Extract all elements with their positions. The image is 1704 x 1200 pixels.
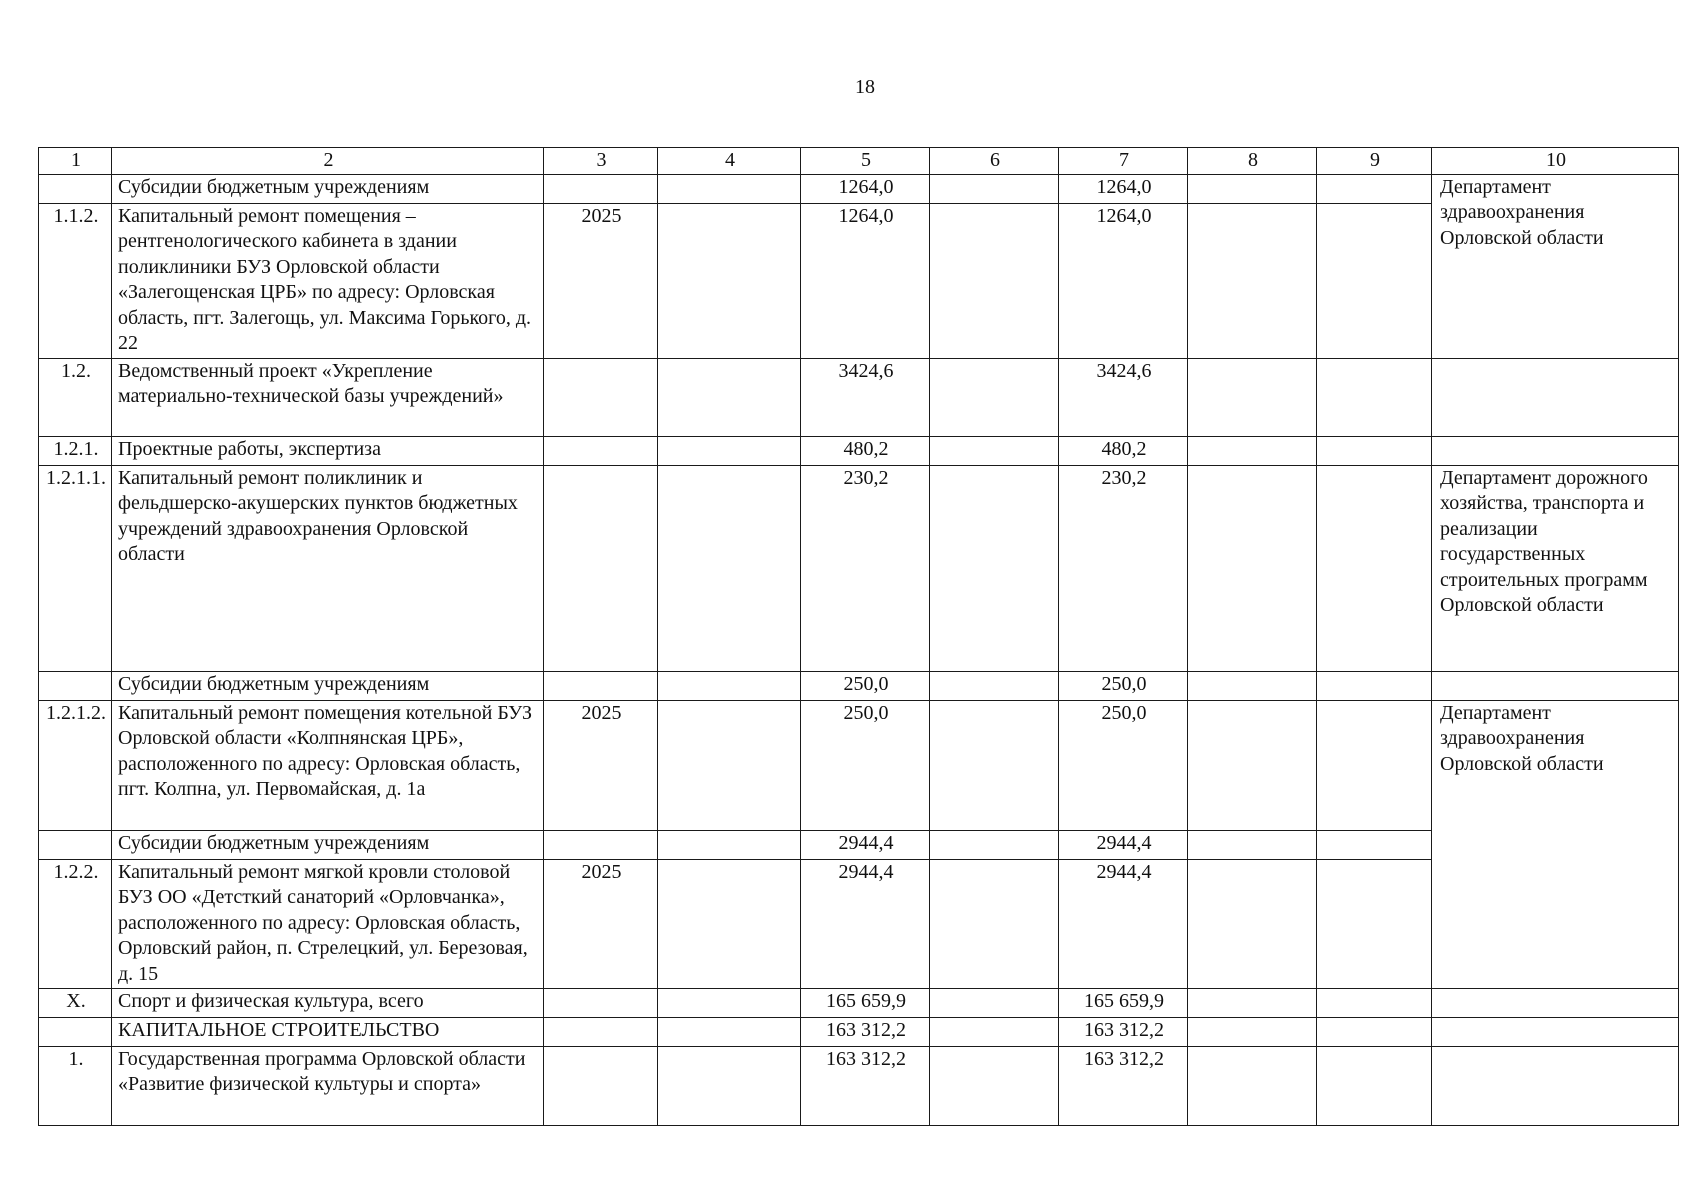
amount-col5: 163 312,2 <box>801 1017 930 1046</box>
empty-cell <box>658 1017 801 1046</box>
empty-cell <box>1317 1017 1432 1046</box>
amount-col5: 480,2 <box>801 436 930 465</box>
column-number: 10 <box>1432 148 1679 175</box>
column-number: 1 <box>39 148 112 175</box>
amount-col7: 163 312,2 <box>1059 1046 1188 1125</box>
row-number: 1. <box>39 1046 112 1125</box>
row-year <box>544 1017 658 1046</box>
amount-col5: 250,0 <box>801 700 930 830</box>
empty-cell <box>1188 1017 1317 1046</box>
empty-cell <box>1188 203 1317 358</box>
empty-cell <box>658 174 801 203</box>
empty-cell <box>1188 700 1317 830</box>
amount-col7: 230,2 <box>1059 465 1188 671</box>
empty-cell <box>1317 859 1432 988</box>
row-number: X. <box>39 988 112 1017</box>
row-year: 2025 <box>544 203 658 358</box>
row-number: 1.2.2. <box>39 859 112 988</box>
amount-col5: 2944,4 <box>801 830 930 859</box>
empty-cell <box>1432 1017 1679 1046</box>
empty-cell <box>1317 174 1432 203</box>
table-row <box>39 671 1679 700</box>
responsible-department: Департамент здравоохранения Орловской области <box>1432 700 1679 988</box>
amount-col7: 480,2 <box>1059 436 1188 465</box>
amount-col7: 250,0 <box>1059 700 1188 830</box>
row-year <box>544 671 658 700</box>
empty-cell <box>930 1017 1059 1046</box>
row-year <box>544 358 658 436</box>
amount-col7: 250,0 <box>1059 671 1188 700</box>
amount-col5: 250,0 <box>801 671 930 700</box>
empty-cell <box>1432 358 1679 436</box>
empty-cell <box>1317 671 1432 700</box>
amount-col5: 163 312,2 <box>801 1046 930 1125</box>
empty-cell <box>930 174 1059 203</box>
empty-cell <box>930 203 1059 358</box>
responsible-department: Департамент дорожного хозяйства, транспорта и реализации государственных строительных программ Орловской области <box>1432 465 1679 671</box>
amount-col7: 163 312,2 <box>1059 1017 1188 1046</box>
table-row <box>39 174 1679 203</box>
row-name: Спорт и физическая культура, всего <box>112 988 544 1017</box>
empty-cell <box>658 1046 801 1125</box>
row-year <box>544 830 658 859</box>
empty-cell <box>930 1046 1059 1125</box>
empty-cell <box>1317 436 1432 465</box>
row-number: 1.2.1.2. <box>39 700 112 830</box>
row-number: 1.1.2. <box>39 203 112 358</box>
empty-cell <box>658 465 801 671</box>
empty-cell <box>1188 465 1317 671</box>
row-name: Государственная программа Орловской области «Развитие физической культуры и спорта» <box>112 1046 544 1125</box>
row-number <box>39 1017 112 1046</box>
amount-col5: 165 659,9 <box>801 988 930 1017</box>
column-number-row <box>39 148 1679 175</box>
amount-col5: 1264,0 <box>801 203 930 358</box>
row-name: Субсидии бюджетным учреждениям <box>112 174 544 203</box>
empty-cell <box>658 700 801 830</box>
amount-col7: 1264,0 <box>1059 203 1188 358</box>
amount-col5: 3424,6 <box>801 358 930 436</box>
table-row <box>39 1046 1679 1125</box>
empty-cell <box>930 671 1059 700</box>
empty-cell <box>658 203 801 358</box>
empty-cell <box>1317 988 1432 1017</box>
amount-col5: 230,2 <box>801 465 930 671</box>
empty-cell <box>1188 830 1317 859</box>
row-number: 1.2.1.1. <box>39 465 112 671</box>
empty-cell <box>658 358 801 436</box>
empty-cell <box>1188 671 1317 700</box>
empty-cell <box>658 671 801 700</box>
table-row <box>39 1017 1679 1046</box>
responsible-department: Департамент здравоохранения Орловской области <box>1432 174 1679 358</box>
row-number <box>39 174 112 203</box>
row-number <box>39 671 112 700</box>
row-name: Капитальный ремонт поликлиник и фельдшерско-акушерских пунктов бюджетных учреждений здравоохранения Орловской области <box>112 465 544 671</box>
row-name: Субсидии бюджетным учреждениям <box>112 830 544 859</box>
empty-cell <box>658 436 801 465</box>
row-year <box>544 174 658 203</box>
amount-col5: 1264,0 <box>801 174 930 203</box>
empty-cell <box>1317 830 1432 859</box>
amount-col7: 2944,4 <box>1059 830 1188 859</box>
empty-cell <box>1317 203 1432 358</box>
empty-cell <box>1432 988 1679 1017</box>
table-row <box>39 358 1679 436</box>
row-year: 2025 <box>544 700 658 830</box>
table-row <box>39 465 1679 671</box>
row-year: 2025 <box>544 859 658 988</box>
column-number: 9 <box>1317 148 1432 175</box>
column-number: 7 <box>1059 148 1188 175</box>
budget-table <box>38 147 1679 1126</box>
empty-cell <box>930 358 1059 436</box>
amount-col7: 165 659,9 <box>1059 988 1188 1017</box>
column-number: 8 <box>1188 148 1317 175</box>
empty-cell <box>1317 465 1432 671</box>
row-name: Капитальный ремонт помещения – рентгенологического кабинета в здании поликлиники БУЗ Орловской области «Залегощенская ЦРБ» по адресу: Орловская область, пгт. Залегощь, ул. Максима Горького, д. 22 <box>112 203 544 358</box>
empty-cell <box>1188 859 1317 988</box>
empty-cell <box>658 859 801 988</box>
table-row <box>39 436 1679 465</box>
row-number: 1.2. <box>39 358 112 436</box>
empty-cell <box>930 700 1059 830</box>
row-name: Субсидии бюджетным учреждениям <box>112 671 544 700</box>
row-year <box>544 436 658 465</box>
empty-cell <box>658 830 801 859</box>
row-year <box>544 1046 658 1125</box>
empty-cell <box>1432 1046 1679 1125</box>
row-name: Капитальный ремонт помещения котельной БУЗ Орловской области «Колпнянская ЦРБ», расположенного по адресу: Орловская область, пгт. Колпна, ул. Первомайская, д. 1а <box>112 700 544 830</box>
column-number: 3 <box>544 148 658 175</box>
empty-cell <box>1432 671 1679 700</box>
empty-cell <box>930 465 1059 671</box>
table-row <box>39 988 1679 1017</box>
row-name: Ведомственный проект «Укрепление материально-технической базы учреждений» <box>112 358 544 436</box>
empty-cell <box>1317 700 1432 830</box>
empty-cell <box>930 436 1059 465</box>
amount-col7: 3424,6 <box>1059 358 1188 436</box>
empty-cell <box>1188 1046 1317 1125</box>
page-number: 18 <box>855 76 875 98</box>
empty-cell <box>1188 358 1317 436</box>
empty-cell <box>930 859 1059 988</box>
column-number: 2 <box>112 148 544 175</box>
empty-cell <box>1317 1046 1432 1125</box>
empty-cell <box>1188 174 1317 203</box>
amount-col5: 2944,4 <box>801 859 930 988</box>
row-year <box>544 988 658 1017</box>
amount-col7: 2944,4 <box>1059 859 1188 988</box>
empty-cell <box>1317 358 1432 436</box>
row-number <box>39 830 112 859</box>
empty-cell <box>658 988 801 1017</box>
empty-cell <box>930 988 1059 1017</box>
amount-col7: 1264,0 <box>1059 174 1188 203</box>
row-name: Капитальный ремонт мягкой кровли столовой БУЗ ОО «Детсткий санаторий «Орловчанка», расположенного по адресу: Орловская область, Орловский район, п. Стрелецкий, ул. Березовая, д. 15 <box>112 859 544 988</box>
empty-cell <box>1432 436 1679 465</box>
row-name: КАПИТАЛЬНОЕ СТРОИТЕЛЬСТВО <box>112 1017 544 1046</box>
column-number: 6 <box>930 148 1059 175</box>
row-name: Проектные работы, экспертиза <box>112 436 544 465</box>
table-row <box>39 700 1679 830</box>
column-number: 5 <box>801 148 930 175</box>
row-number: 1.2.1. <box>39 436 112 465</box>
column-number: 4 <box>658 148 801 175</box>
empty-cell <box>1188 436 1317 465</box>
empty-cell <box>1188 988 1317 1017</box>
empty-cell <box>930 830 1059 859</box>
row-year <box>544 465 658 671</box>
